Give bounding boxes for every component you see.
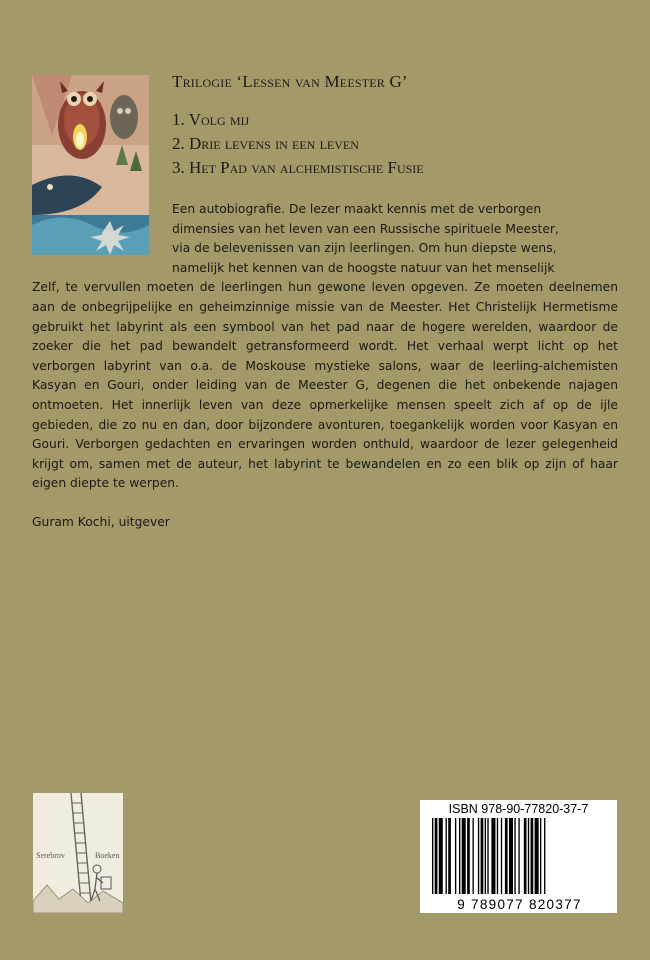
barcode-bars bbox=[432, 818, 613, 894]
description-body: Zelf, te vervullen moeten de leerlingen hun gewone leven opgeven. Ze moeten deelnemen aan de onbegrijpelijke en geheimzinnige missie van de Meester. Het Christelijk Hermetisme gebruikt het labyrint als een symbool van het pad naar de hogere werelden, waardoor de zoeker die het pad bewandelt getransformeerd wordt. Het verhaal werpt licht op het verborgen labyrint van o.a. de Moskouse mystieke salons, waar de leerling-alchemisten Kasyan en Gouri, onder leiding van de Meester G, degenen die het onbekende najagen ontmoeten. Het innerlijk leven van deze opmerkelijke mensen speelt zich af op de ijle gebieden, die zo nu en dan, door bijzondere avonturen, toegankelijk worden voor Kasyan en Gouri. Verborgen gedachten en ervaringen worden onthuld, waardoor de lezer gelegenheid krijgt om, samen met de auteur, het labyrint te bewandelen en zo een blik op zijn of haar eigen diepte te werpen. bbox=[32, 280, 618, 491]
description-line: dimensies van het leven van een Russische spirituele Meester, bbox=[172, 221, 559, 236]
isbn-barcode bbox=[420, 800, 617, 913]
publisher-name-left: Serebrov bbox=[36, 851, 65, 860]
book-title-1: 1. Volg mij bbox=[172, 110, 250, 129]
publisher-logo bbox=[33, 793, 123, 913]
publisher-name-right: Boeken bbox=[95, 851, 120, 860]
book-title-3: 3. Het Pad van alchemistische Fusie bbox=[172, 158, 424, 177]
description-line: via de belevenissen van zijn leerlingen. Om hun diepste wens, bbox=[172, 241, 557, 256]
barcode-digits: 9 789077 820377 bbox=[457, 897, 582, 912]
publisher-signature: Guram Kochi, uitgever bbox=[32, 515, 170, 529]
series-title: Trilogie ‘Lessen van Meester G’ bbox=[172, 72, 408, 91]
description-line: Een autobiografie. De lezer maakt kennis met de verborgen bbox=[172, 202, 542, 216]
book-title-2: 2. Drie levens in een leven bbox=[172, 134, 359, 153]
cover-illustration bbox=[32, 75, 149, 255]
isbn-label: ISBN 978-90-77820-37-7 bbox=[448, 802, 589, 816]
description-line: namelijk het kennen van de hoogste natuur van het menselijk bbox=[172, 260, 555, 275]
book-list bbox=[172, 108, 424, 180]
book-description bbox=[32, 200, 618, 494]
